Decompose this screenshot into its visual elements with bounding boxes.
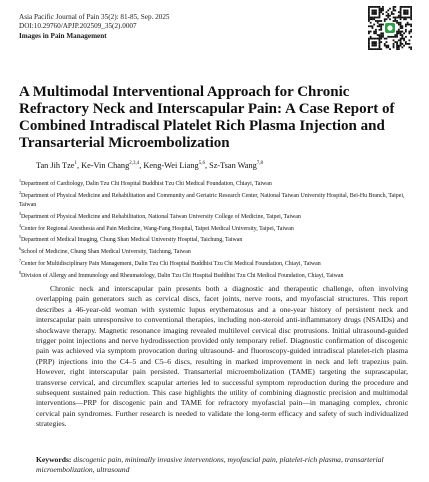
author-name: Tan Jih Tze xyxy=(36,161,75,170)
abstract-text: Chronic neck and interscapular pain presents both a diagnostic and therapeutic challenge, often involving overlapping pain generators such as cervical discs, facet joints, nerve roots, and myofascial structures. This report describes a 46-year-old woman with systemic lupus erythematosus and a one-year history of persistent neck and interscapular pain unresponsive to conventional therapies, including non-steroid anti-inflammatory drugs (NSAIDs) and shockwave therapy. Magnetic resonance imaging revealed multilevel cervical disc protrusions. Initial ultrasound-guided trigger point injections and nerve hydrodissection provided only temporary relief. Diagnostic confirmation of discogenic pain was achieved via symptom provocation during ultrasound- and fluoroscopy-guided intradiscal platelet-rich plasma (PRP) injections into the C4–5 and C5–6 discs, resulting in marked improvement in neck and left trapezius pain. However, right interscapular pain persisted. Transarterial microembolization (TAME) targeting the suprascapular, transverse cervical, and circumflex scapular arteries led to successful symptom reproduction during the procedure and subsequent sustained pain reduction. This case highlights the utility of combining diagnostic precision and multimodal interventions—PRP for discogenic pain and TAME for refractory myofascial pain—in managing complex, chronic cervical pain syndromes. Further research is needed to validate the long-term efficacy and safety of such individualized strategies. xyxy=(36,284,408,429)
keywords-list: discogenic pain, minimally invasive interventions, myofascial pain, platelet-rich plasma, transarterial microembolization, ultrasound xyxy=(36,455,384,475)
author-name: Sz-Tsan Wang xyxy=(209,161,257,170)
affiliation-marker: 1 xyxy=(19,178,21,183)
affiliation-text: Department of Medical Imaging, Chung Shan Medical University Hospital, Taichung, Taiwan xyxy=(21,237,243,244)
affiliation-text: Department of Cardiology, Dalin Tzu Chi Hospital Buddhist Tzu Chi Medical Foundation, Chiayi, Taiwan xyxy=(21,180,272,187)
journal-citation: Asia Pacific Journal of Pain 35(2): 81-85, Sep. 2025 xyxy=(19,13,170,21)
author-list: Tan Jih Tze$^1$, Ke-Vin Chang$^{2,3,4}$, Keng-Wei Liang$^{5,6}$, Sz-Tsan Wang$^{7,8}$ xyxy=(36,161,264,170)
affiliation-item xyxy=(19,269,419,281)
affiliation-text: Department of Physical Medicine and Rehabilitation, National Taiwan University College of Medicine, Taipei, Taiwan xyxy=(21,213,301,220)
affiliation-item xyxy=(19,233,419,245)
affiliation-marker: 8 xyxy=(19,270,21,276)
author-affiliation-marker: 1 xyxy=(74,161,77,167)
affiliation-list xyxy=(19,177,419,281)
author-name: Keng-Wei Liang xyxy=(143,161,199,170)
affiliation-text: Center for Regional Anesthesia and Pain Medicine, Wang-Fang Hospital, Taipei Medical University, Taipei, Taiwan xyxy=(21,225,294,232)
author-affiliation-marker: 2,3,4 xyxy=(129,161,140,167)
affiliation-item xyxy=(19,210,419,222)
affiliation-item xyxy=(19,222,419,234)
affiliation-text: Division of Allergy and Immunology and Rheumatology, Dalin Tzu Chi Hospital Buddhist Tzu Chi Medical Foundation, Chiayi, Taiwan xyxy=(21,273,344,279)
author-name: Ke-Vin Chang xyxy=(81,161,130,170)
affiliation-text: Center for Multidisciplinary Pain Management, Dalin Tzu Chi Hospital Buddhist Tzu Chi Medical Foundation, Chiayi, Taiwan xyxy=(21,261,321,268)
qr-code-icon[interactable] xyxy=(368,6,412,50)
abstract xyxy=(36,284,408,430)
doi-line: DOI:10.29760/APJP.202509_35(2).0007 xyxy=(19,22,137,31)
author-affiliation-marker: 5,6 xyxy=(198,161,205,167)
affiliation-item xyxy=(19,189,419,210)
affiliation-text: School of Medicine, Chung Shan Medical University, Taichung, Taiwan xyxy=(21,249,191,256)
keywords-label: Keywords: xyxy=(36,455,72,464)
affiliation-marker: 6 xyxy=(19,246,21,252)
affiliation-marker: 3 xyxy=(19,210,21,216)
affiliation-marker: 4 xyxy=(19,222,21,228)
article-title: A Multimodal Interventional Approach for Chronic Refractory Neck and Interscapular Pain: A Case Report of Combined Intradiscal Platelet Rich Plasma Injection and Transarterial Microembolization xyxy=(19,84,395,151)
affiliation-marker: 7 xyxy=(19,258,21,264)
affiliation-item xyxy=(19,245,419,257)
affiliation-marker: 5 xyxy=(19,234,21,240)
journal-header xyxy=(19,13,170,41)
affiliation-item xyxy=(19,177,419,189)
affiliation-text: Department of Physical Medicine and Rehabilitation and Community and Geriatric Research Center, National Taiwan University Hospital, Bei-Hu Branch, Taipei, Taiwan xyxy=(19,192,405,208)
author-affiliation-marker: 7,8 xyxy=(256,161,264,167)
keywords xyxy=(36,455,408,476)
affiliation-marker: 2 xyxy=(19,189,21,195)
section-label: Images in Pain Management xyxy=(19,31,107,40)
affiliation-item xyxy=(19,257,419,269)
